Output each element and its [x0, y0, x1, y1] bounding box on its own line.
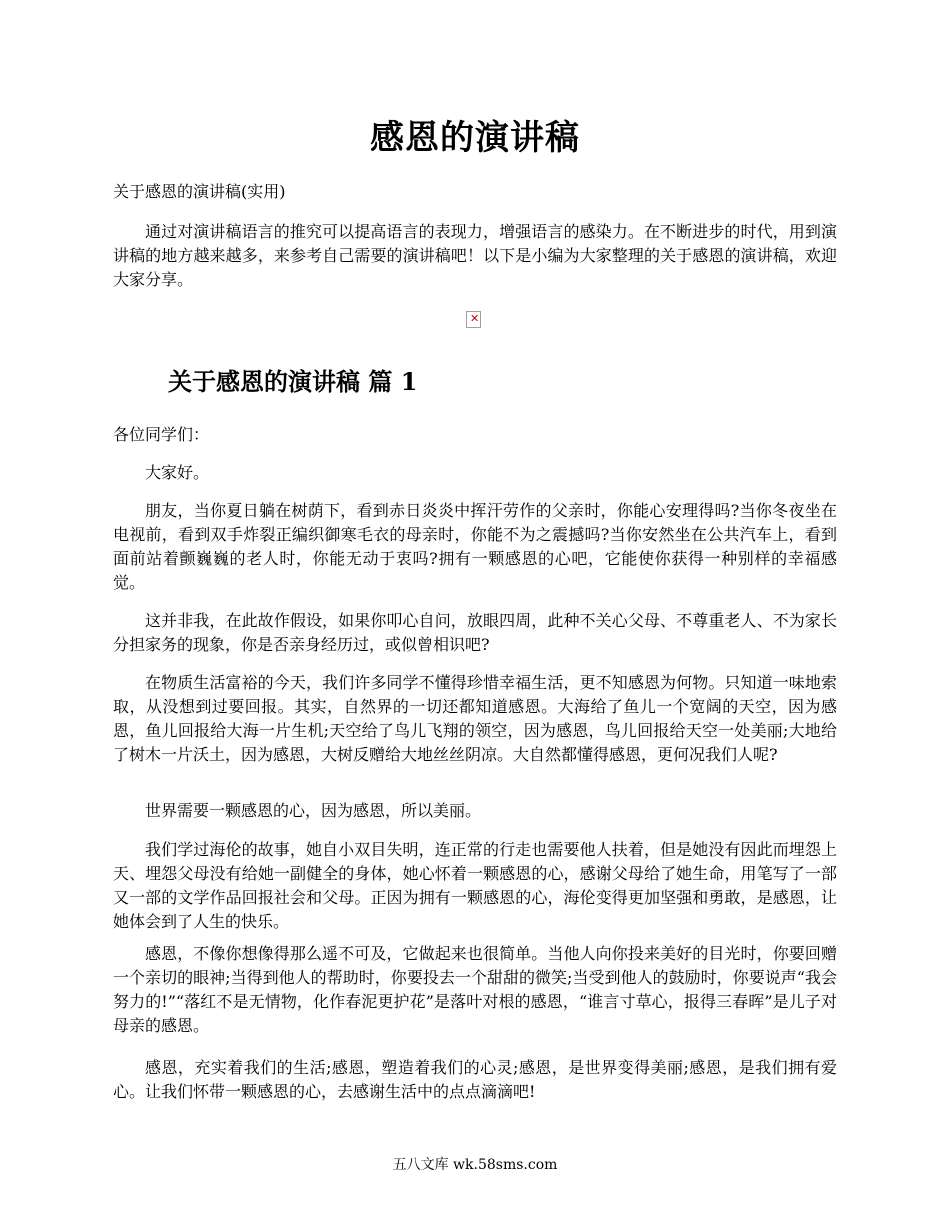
document-subtitle: 关于感恩的演讲稿(实用) — [113, 182, 286, 201]
body-paragraph: 感恩，不像你想像得那么遥不可及，它做起来也很简单。当他人向你投来美好的目光时，你要回赠一个亲切的眼神;当得到他人的帮助时，你要投去一个甜甜的微笑;当受到他人的鼓励时，你要说声“我会努力的!”“落红不是无情物，化作春泥更护花”是落叶对根的感恩，“谁言寸草心，报得三春晖”是儿子对母亲的感恩。 — [113, 944, 837, 1035]
body-paragraph: 在物质生活富裕的今天，我们许多同学不懂得珍惜幸福生活，更不知感恩为何物。只知道一味地索取，从没想到过要回报。其实，自然界的一切还都知道感恩。大海给了鱼儿一个宽阔的天空，因为感恩，鱼儿回报给大海一片生机;天空给了鸟儿飞翔的领空，因为感恩，鸟儿回报给天空一处美丽;大地给了树木一片沃土，因为感恩，大树反赠给大地丝丝阴凉。大自然都懂得感恩，更何况我们人呢? — [113, 673, 837, 764]
broken-image-icon: ✕ — [466, 311, 481, 328]
body-paragraph: 我们学过海伦的故事，她自小双目失明，连正常的行走也需要他人扶着，但是她没有因此而埋怨上天、埋怨父母没有给她一副健全的身体，她心怀着一颗感恩的心，感谢父母给了她生命，用笔写了一部又一部的文学作品回报社会和父母。正因为拥有一颗感恩的心，海伦变得更加坚强和勇敢，是感恩，让她体会到了人生的快乐。 — [113, 840, 837, 931]
page-footer: 五八文库 wk.58sms.com — [392, 1157, 558, 1173]
body-paragraph: 感恩，充实着我们的生活;感恩，塑造着我们的心灵;感恩，是世界变得美丽;感恩，是我们拥有爱心。让我们怀带一颗感恩的心，去感谢生活中的点点滴滴吧! — [113, 1058, 837, 1101]
intro-paragraph: 通过对演讲稿语言的推究可以提高语言的表现力，增强语言的感染力。在不断进步的时代，用到演讲稿的地方越来越多，来参考自己需要的演讲稿吧！以下是小编为大家整理的关于感恩的演讲稿，欢迎大家分享。 — [113, 222, 837, 289]
body-paragraph: 这并非我，在此故作假设，如果你叩心自问，放眼四周，此种不关心父母、不尊重老人、不为家长分担家务的现象，你是否亲身经历过，或似曾相识吧? — [113, 611, 837, 654]
body-paragraph: 大家好。 — [145, 463, 210, 482]
body-paragraph: 世界需要一颗感恩的心，因为感恩，所以美丽。 — [145, 801, 482, 820]
document-title: 感恩的演讲稿 — [370, 118, 580, 158]
greeting: 各位同学们： — [113, 425, 210, 444]
section-heading: 关于感恩的演讲稿 篇 1 — [168, 367, 418, 396]
body-paragraph: 朋友，当你夏日躺在树荫下，看到赤日炎炎中挥汗劳作的父亲时，你能心安理得吗?当你冬夜坐在电视前，看到双手炸裂正编织御寒毛衣的母亲时，你能不为之震撼吗?当你安然坐在公共汽车上，看到面前站着颤巍巍的老人时，你能无动于衷吗?拥有一颗感恩的心吧，它能使你获得一种别样的幸福感觉。 — [113, 501, 837, 592]
